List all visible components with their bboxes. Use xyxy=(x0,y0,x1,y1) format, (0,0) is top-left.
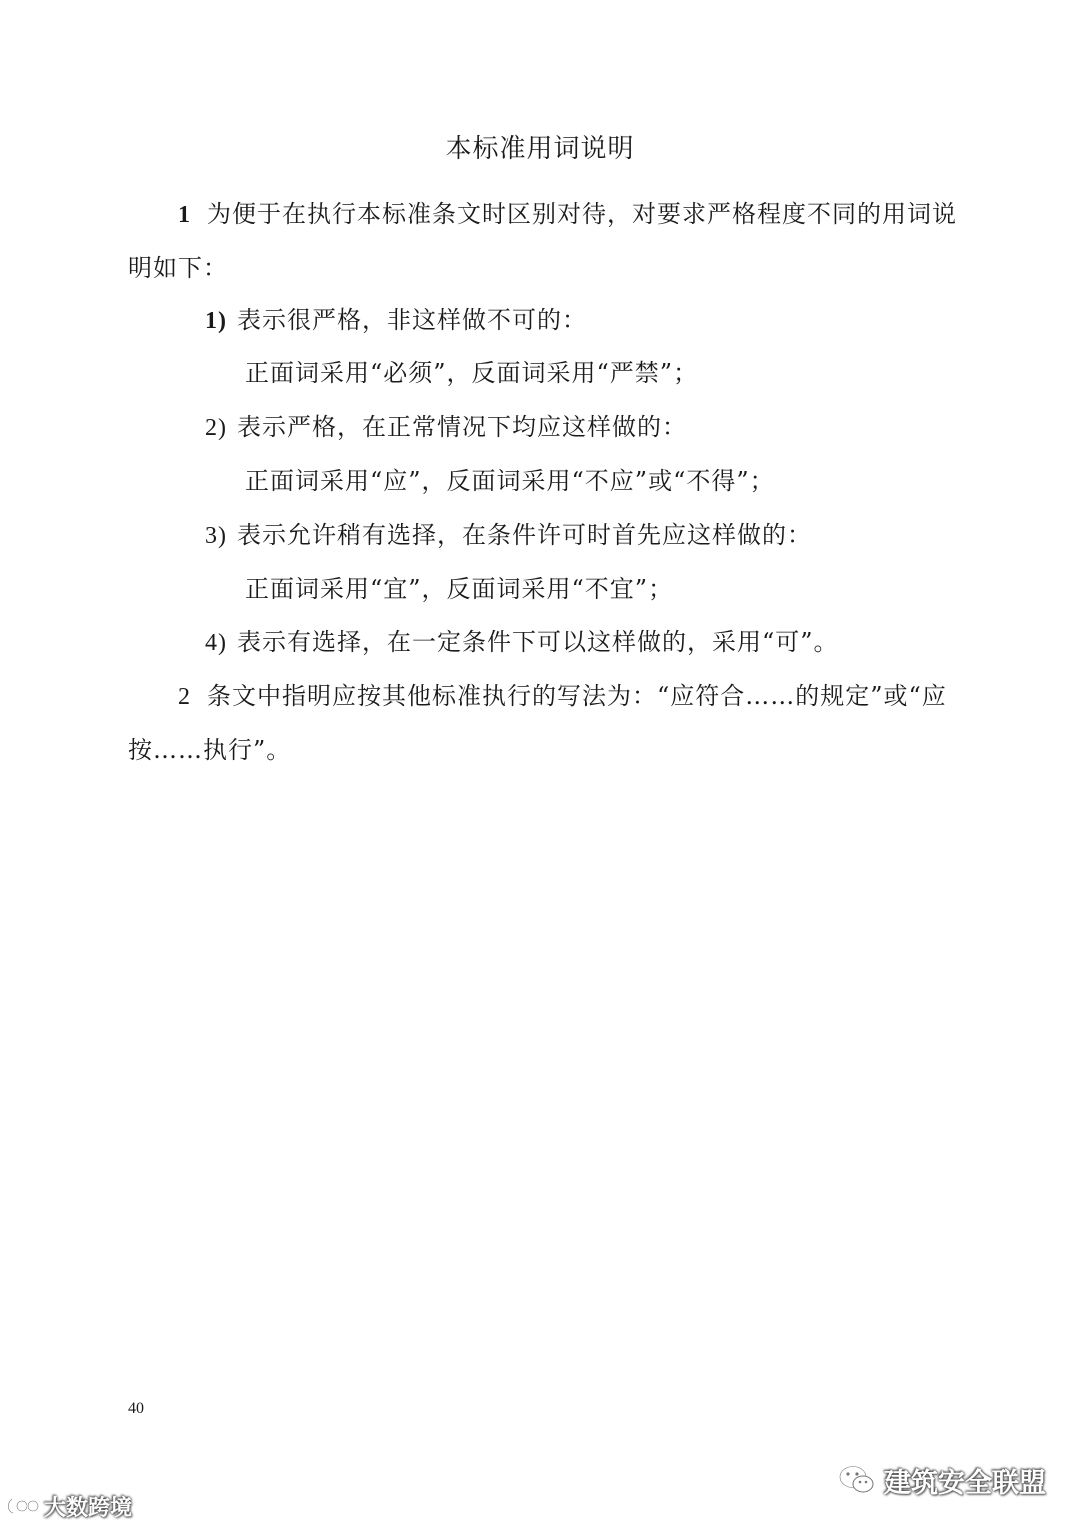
page-number: 40 xyxy=(128,1400,144,1417)
clause-1 xyxy=(128,188,958,295)
watermark-left xyxy=(6,1490,132,1522)
clause-2 xyxy=(128,670,958,777)
list-item-3-detail: 正面词采用“宜”，反面词采用“不宜”； xyxy=(245,575,674,603)
page-title: 本标准用词说明 xyxy=(445,134,635,164)
list-item-2-detail: 正面词采用“应”，反面词采用“不应”或“不得”； xyxy=(245,467,775,495)
list-item-1-detail: 正面词采用“必须”，反面词采用“严禁”； xyxy=(245,359,699,387)
list-item-1-text: 表示很严格，非这样做不可的： xyxy=(237,306,587,334)
list-item-3-text: 表示允许稍有选择，在条件许可时首先应这样做的： xyxy=(237,521,812,549)
list-item-4-text: 表示有选择，在一定条件下可以这样做的，采用“可”。 xyxy=(237,628,839,656)
watermark-right xyxy=(838,1460,1046,1500)
watermark-left-text: 大数跨境 xyxy=(44,1495,133,1521)
clause-2-number: 2 xyxy=(178,684,191,710)
list-item-4-number: 4) xyxy=(205,630,227,656)
list-item-3-number: 3) xyxy=(205,523,227,549)
list-item-1 xyxy=(205,300,587,341)
list-item-1-number: 1) xyxy=(205,308,227,334)
list-item-2-number: 2) xyxy=(205,415,227,441)
list-item-2 xyxy=(205,407,687,448)
list-item-4 xyxy=(205,622,839,663)
clause-1-number: 1 xyxy=(178,202,191,228)
clause-2-text: 条文中指明应按其他标准执行的写法为：“应符合……的规定”或“应按……执行”。 xyxy=(128,682,947,764)
list-item-3 xyxy=(205,515,812,556)
wechat-icon xyxy=(838,1463,876,1497)
logo-icon xyxy=(6,1495,40,1517)
watermark-right-text: 建筑安全联盟 xyxy=(884,1467,1046,1499)
list-item-2-text: 表示严格，在正常情况下均应这样做的： xyxy=(237,413,687,441)
clause-1-text: 为便于在执行本标准条文时区别对待，对要求严格程度不同的用词说明如下： xyxy=(128,200,957,282)
